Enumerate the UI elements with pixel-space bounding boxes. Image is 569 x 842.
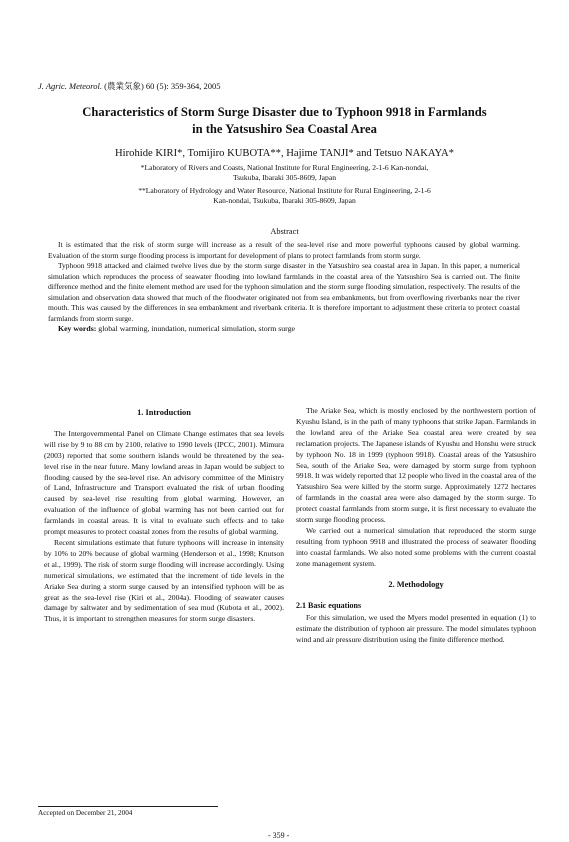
left-column xyxy=(44,408,284,625)
basic-equations-heading: 2.1 Basic equations xyxy=(296,600,362,610)
affiliation-1-line-1: *Laboratory of Rivers and Coasts, National Institute for Rural Engineering, 2-1-6 Kan-nondai, xyxy=(140,163,429,172)
affiliation-2-line-2: Kan-nondai, Tsukuba, Ibaraki 305-8609, Japan xyxy=(213,196,356,205)
journal-header xyxy=(38,80,221,92)
methodology-paragraph-1: For this simulation, we used the Myers model presented in equation (1) to estimate the distribution of typhoon air pressure. The model simulates typhoon wind and air pressure distribution using the finite difference method. xyxy=(296,613,536,645)
author-list: Hirohide KIRI*, Tomijiro KUBOTA**, Hajime TANJI* and Tetsuo NAKAYA* xyxy=(115,148,454,159)
keywords-text: global warming, inundation, numerical simulation, storm surge xyxy=(96,324,295,333)
paper-title xyxy=(40,104,529,138)
keywords xyxy=(48,324,520,335)
abstract-paragraph-2: Typhoon 9918 attacked and claimed twelve lives due by the storm surge disaster in the Yatsushiro sea coastal area in Japan. In this paper, a numerical simulation which reproduces the process of seawater flooding into lowland farmlands in the coastal area of the Yatsushiro Sea is carried out. The finite difference method and the finite element method are used for the typhoon simulation and the storm surge flooding simulation, respectively. The results of the simulation and observation data showed that much of the floodwater originated not from sea embankments, but from overflowing riverbanks near the river mouth. This was caused by the differences in sea embankment and riverbank criteria. It is therefore important to adjustment these criteria to protect coastal farmlands from storm surge. xyxy=(48,261,520,323)
abstract-heading: Abstract xyxy=(270,227,299,236)
footnote-divider xyxy=(38,806,218,807)
section-gap xyxy=(296,570,536,580)
intro-paragraph-4: We carried out a numerical simulation that reproduced the storm surge resulting from typhoon 9918 and illustrated the process of seawater flooding into coastal farmlands. We also noted some problems with the current coastal zone management system. xyxy=(296,525,536,568)
affiliation-2-line-1: **Laboratory of Hydrology and Water Resource, National Institute for Rural Engineering, 2-1-6 xyxy=(138,186,431,195)
page-number: - 359 - xyxy=(268,831,290,840)
journal-citation: (農業気象) 60 (5): 359-364, 2005 xyxy=(104,81,221,91)
title-line-1: Characteristics of Storm Surge Disaster due to Typhoon 9918 in Farmlands xyxy=(82,105,487,119)
acceptance-footnote: Accepted on December 21, 2004 xyxy=(38,809,133,817)
intro-paragraph-2: Recent simulations estimate that future typhoons will increase in intensity by 10% to 20% because of global warming (Henderson et al., 1998; Knutson et al., 1999). The risk of storm surge flooding will increase accordingly. Using numerical simulations, we estimated that the increment of tide levels in the Ariake Sea during a storm surge caused by an intensified typhoon will be as great as the sea-level rise (Kiri et al., 2004a). Flooding of seawater causes damage by saltwater and by sedimentation of sea mud (Kubota et al., 2002). Thus, it is important to strengthen measures for storm surge disasters. xyxy=(44,537,284,624)
intro-paragraph-3: The Ariake Sea, which is mostly enclosed by the northwestern portion of Kyushu Island, is in the path of many typhoons that strike Japan. Farmlands in the lowland area of the Ariake Sea coastal area were created by sea reclamation projects. The Japanese islands of Kyushu and Honshu were struck by typhoon No. 18 in 1999 (typhoon 9918). Coastal areas of the Yatsushiro Sea, south of the Ariake Sea, were damaged by storm surge from typhoon 9918. It was widely reported that 12 people who lived in the coastal area of the Yatsushiro Sea were killed by the storm surge. Approximately 1272 hectares of farmlands in the coastal area were also damaged by the storm surge. To protect coastal farmlands from storm surge, it is first necessary to evaluate the storm surge flooding process. xyxy=(296,406,536,525)
title-line-2: in the Yatsushiro Sea Coastal Area xyxy=(192,122,377,136)
abstract-body xyxy=(48,240,520,335)
methodology-heading: 2. Methodology xyxy=(388,579,444,589)
abstract-paragraph-1: It is estimated that the risk of storm surge will increase as a result of the sea-level rise and more powerful typhoons caused by global warming. Evaluation of the storm surge flooding process is important for development of plans to protect farmlands from storm surge. xyxy=(48,240,520,260)
affiliation-2 xyxy=(40,186,529,206)
journal-name: J. Agric. Meteorol. xyxy=(38,81,102,91)
affiliation-1-line-2: Tsukuba, Ibaraki 305-8609, Japan xyxy=(232,173,336,182)
right-column xyxy=(296,406,536,646)
keywords-label: Key words: xyxy=(58,324,97,333)
introduction-heading: 1. Introduction xyxy=(137,408,191,417)
affiliation-1 xyxy=(40,163,529,183)
intro-paragraph-1: The Intergovernmental Panel on Climate Change estimates that sea levels will rise by 9 to 88 cm by 2100, relative to 1990 levels (IPCC, 2001). Mimura (2003) reported that some southern islands would be threatened by the sea-level rise in the near future. Many lowland areas in Japan would be subject to flooding caused by the sea-level rise. An advisory committee of the Ministry of Land, Infrastructure and Transport evaluated the risk of urban flooding caused by sea-level rise resulting from global warming. However, an evaluation of the influence of global warming has not been carried out for farmlands in coastal areas. It is vital to evaluate such effects and to take prompt measures to protect coastal zones from the results of global warming. xyxy=(44,428,284,537)
